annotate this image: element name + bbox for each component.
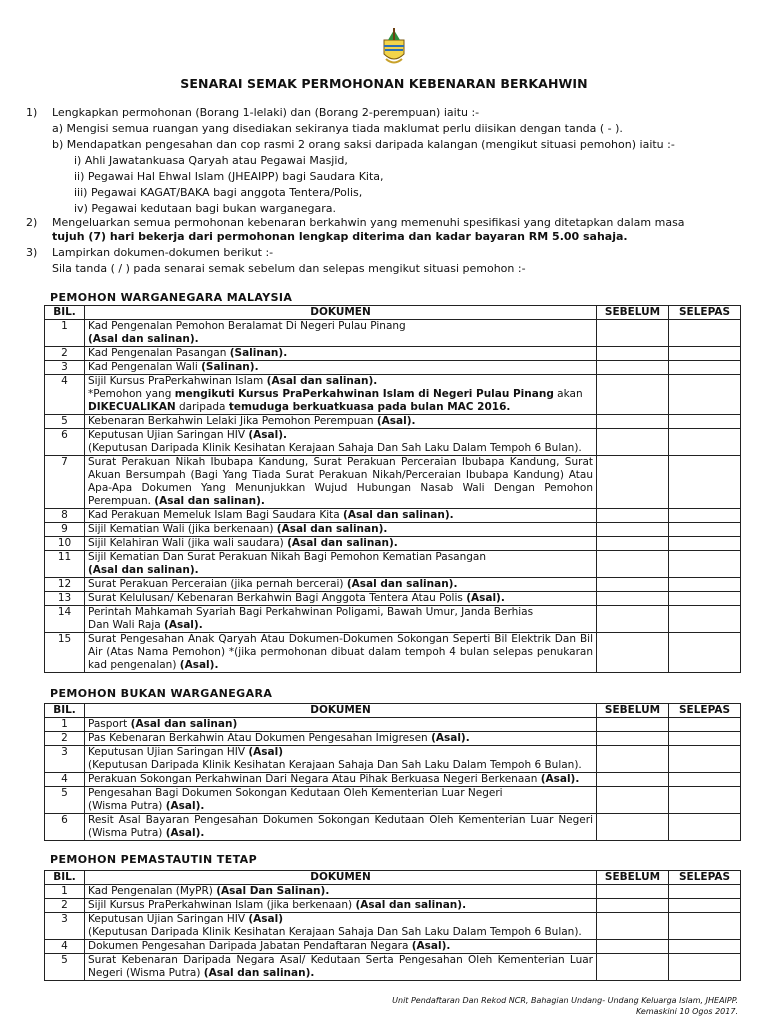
- page-title: SENARAI SEMAK PERMOHONAN KEBENARAN BERKAHWIN: [180, 76, 588, 91]
- row-number: 1: [45, 320, 85, 347]
- selepas-checkbox-cell[interactable]: [669, 537, 741, 551]
- document-text-bold: (Asal Dan Salinan).: [216, 885, 330, 897]
- document-text: Perintah Mahkamah Syariah Bagi Perkahwinan Poligami, Bawah Umur, Janda Berhias: [88, 606, 534, 618]
- document-text: Surat Kebenaran Daripada Negara Asal/ Kedutaan Serta Pengesahan Oleh Kementerian Luar Negeri (Wisma Putra): [88, 954, 593, 979]
- document-text: Pas Kebenaran Berkahwin Atau Dokumen Pengesahan Imigresen: [88, 732, 432, 744]
- row-number: 2: [45, 732, 85, 746]
- document-description: [85, 913, 597, 940]
- document-text: Perakuan Sokongan Perkahwinan Dari Negara Atau Pihak Berkuasa Negeri Berkenaan: [88, 773, 541, 785]
- document-text: Pasport: [88, 718, 131, 730]
- document-text: Kad Pengenalan Pemohon Beralamat Di Negeri Pulau Pinang: [88, 320, 406, 332]
- document-text-bold: (Asal dan salinan).: [276, 523, 388, 535]
- header-dokumen: DOKUMEN: [85, 871, 597, 885]
- row-number: 3: [45, 361, 85, 375]
- document-text-bold: (Asal).: [165, 827, 205, 839]
- sebelum-checkbox-cell[interactable]: [597, 347, 669, 361]
- sebelum-checkbox-cell[interactable]: [597, 913, 669, 940]
- document-text-bold: (Asal).: [540, 773, 580, 785]
- header-dokumen: DOKUMEN: [85, 704, 597, 718]
- table-row: [45, 633, 741, 673]
- table-row: [45, 361, 741, 375]
- selepas-checkbox-cell[interactable]: [669, 456, 741, 509]
- document-description: [85, 523, 597, 537]
- document-description: [85, 375, 597, 415]
- row-number: 1: [45, 718, 85, 732]
- document-text-bold: (Asal).: [164, 619, 203, 631]
- sebelum-checkbox-cell[interactable]: [597, 954, 669, 981]
- sebelum-checkbox-cell[interactable]: [597, 899, 669, 913]
- row-number: 15: [45, 633, 85, 673]
- table-header-row: [45, 704, 741, 718]
- table-row: [45, 787, 741, 814]
- row-number: 3: [45, 913, 85, 940]
- row-number: 12: [45, 578, 85, 592]
- document-text-bold: (Asal dan salinan).: [343, 509, 454, 521]
- document-description: [85, 551, 597, 578]
- document-text: Dan Wali Raja: [88, 619, 165, 631]
- checklist-table-pemastautin-tetap: [44, 870, 741, 981]
- instruction-1b-i: i) Ahli Jawatankuasa Qaryah atau Pegawai Masjid,: [74, 154, 348, 167]
- sebelum-checkbox-cell[interactable]: [597, 375, 669, 415]
- document-text: (Keputusan Daripada Klinik Kesihatan Kerajaan Sahaja Dan Sah Laku Dalam Tempoh 6 Bulan).: [88, 759, 582, 771]
- sebelum-checkbox-cell[interactable]: [597, 361, 669, 375]
- row-number: 5: [45, 415, 85, 429]
- document-description: [85, 787, 597, 814]
- table-row: [45, 578, 741, 592]
- document-text: Sijil Kursus PraPerkahwinan Islam (jika berkenaan): [88, 899, 356, 911]
- document-text-bold: (Asal dan salinan).: [88, 333, 199, 345]
- document-text: Surat Perakuan Perceraian (jika pernah bercerai): [88, 578, 347, 590]
- selepas-checkbox-cell[interactable]: [669, 606, 741, 633]
- sebelum-checkbox-cell[interactable]: [597, 456, 669, 509]
- sebelum-checkbox-cell[interactable]: [597, 578, 669, 592]
- document-text: Kad Perakuan Memeluk Islam Bagi Saudara Kita: [88, 509, 344, 521]
- header-sebelum: SEBELUM: [597, 704, 669, 718]
- document-text-bold: (Asal dan salinan).: [287, 537, 398, 549]
- selepas-checkbox-cell[interactable]: [669, 551, 741, 578]
- table-row: [45, 523, 741, 537]
- instruction-3-number: 3): [26, 246, 38, 259]
- document-description: [85, 940, 597, 954]
- row-number: 8: [45, 509, 85, 523]
- selepas-checkbox-cell[interactable]: [669, 899, 741, 913]
- table-row: [45, 718, 741, 732]
- row-number: 7: [45, 456, 85, 509]
- instruction-3-text: Lampirkan dokumen-dokumen berikut :-: [52, 246, 274, 259]
- instruction-2-number: 2): [26, 216, 38, 229]
- document-text: (Keputusan Daripada Klinik Kesihatan Kerajaan Sahaja Dan Sah Laku Dalam Tempoh 6 Bulan).: [88, 442, 582, 454]
- document-text-bold: (Asal dan salinan).: [266, 375, 378, 387]
- document-text-bold: (Asal dan salinan).: [88, 564, 199, 576]
- sebelum-checkbox-cell[interactable]: [597, 523, 669, 537]
- state-crest-logo: [380, 26, 408, 66]
- section-title-pemastautin-tetap: PEMOHON PEMASTAUTIN TETAP: [50, 853, 258, 866]
- document-description: [85, 885, 597, 899]
- document-text-bold: (Asal).: [431, 732, 470, 744]
- document-text: Surat Kelulusan/ Kebenaran Berkahwin Bagi Anggota Tentera Atau Polis: [88, 592, 467, 604]
- table-row: [45, 415, 741, 429]
- row-number: 6: [45, 429, 85, 456]
- sebelum-checkbox-cell[interactable]: [597, 732, 669, 746]
- document-text: Kad Pengenalan Wali: [88, 361, 202, 373]
- instruction-1-text: Lengkapkan permohonan (Borang 1-lelaki) dan (Borang 2-perempuan) iaitu :-: [52, 106, 480, 119]
- selepas-checkbox-cell[interactable]: [669, 320, 741, 347]
- document-description: [85, 429, 597, 456]
- table-row: [45, 954, 741, 981]
- selepas-checkbox-cell[interactable]: [669, 773, 741, 787]
- instruction-2-text: Mengeluarkan semua permohonan kebenaran berkahwin yang memenuhi spesifikasi yang ditetapkan dalam masa: [52, 216, 685, 229]
- sebelum-checkbox-cell[interactable]: [597, 320, 669, 347]
- row-number: 2: [45, 899, 85, 913]
- sebelum-checkbox-cell[interactable]: [597, 718, 669, 732]
- sebelum-checkbox-cell[interactable]: [597, 537, 669, 551]
- instruction-1-number: 1): [26, 106, 38, 119]
- document-text-bold: (Asal dan salinan): [130, 718, 238, 730]
- document-text: Sijil Kelahiran Wali (jika wali saudara): [88, 537, 288, 549]
- document-text: Surat Pengesahan Anak Qaryah Atau Dokumen-Dokumen Sokongan Seperti Bil Elektrik Dan Bil Air (Atas Nama Pemohon) *(jika permohonan dibuat dalam tempoh 4 bulan selepas penukaran kad pengenalan): [88, 633, 593, 671]
- instruction-1a: a) Mengisi semua ruangan yang disediakan sekiranya tiada maklumat perlu diisikan dengan tanda ( - ).: [52, 122, 623, 135]
- document-text: Sijil Kursus PraPerkahwinan Islam: [88, 375, 267, 387]
- document-description: [85, 456, 597, 509]
- document-text: Keputusan Ujian Saringan HIV: [88, 746, 249, 758]
- row-number: 10: [45, 537, 85, 551]
- table-row: [45, 551, 741, 578]
- header-sebelum: SEBELUM: [597, 306, 669, 320]
- document-text-bold: (Asal).: [165, 800, 205, 812]
- document-description: [85, 746, 597, 773]
- instruction-1b-iv: iv) Pegawai kedutaan bagi bukan warganegara.: [74, 202, 336, 215]
- selepas-checkbox-cell[interactable]: [669, 633, 741, 673]
- row-number: 6: [45, 814, 85, 841]
- document-text-bold: (Salinan).: [201, 361, 259, 373]
- instruction-1b: b) Mendapatkan pengesahan dan cop rasmi 2 orang saksi daripada kalangan (mengikut situasi pemohon) iaitu :-: [52, 138, 675, 151]
- document-description: [85, 320, 597, 347]
- checklist-table-bukan-warganegara: [44, 703, 741, 841]
- selepas-checkbox-cell[interactable]: [669, 361, 741, 375]
- table-row: [45, 814, 741, 841]
- footer-updated-date: Kemaskini 10 Ogos 2017.: [635, 1007, 738, 1016]
- document-description: [85, 347, 597, 361]
- document-description: [85, 773, 597, 787]
- row-number: 5: [45, 954, 85, 981]
- document-text: daripada: [175, 401, 229, 413]
- selepas-checkbox-cell[interactable]: [669, 913, 741, 940]
- selepas-checkbox-cell[interactable]: [669, 787, 741, 814]
- table-row: [45, 429, 741, 456]
- sebelum-checkbox-cell[interactable]: [597, 551, 669, 578]
- row-number: 14: [45, 606, 85, 633]
- footer-unit: Unit Pendaftaran Dan Rekod NCR, Bahagian Undang- Undang Keluarga Islam, JHEAIPP.: [392, 996, 738, 1005]
- table-row: [45, 606, 741, 633]
- selepas-checkbox-cell[interactable]: [669, 954, 741, 981]
- instruction-2-bold: tujuh (7) hari bekerja dari permohonan lengkap diterima dan kadar bayaran RM 5.00 sahaja.: [52, 230, 628, 243]
- header-bil: BIL.: [45, 704, 85, 718]
- table-row: [45, 375, 741, 415]
- document-text: Kad Pengenalan Pasangan: [88, 347, 230, 359]
- header-selepas: SELEPAS: [669, 871, 741, 885]
- document-text-bold: (Asal dan salinan).: [346, 578, 458, 590]
- selepas-checkbox-cell[interactable]: [669, 509, 741, 523]
- document-description: [85, 899, 597, 913]
- document-text-bold: (Asal).: [466, 592, 505, 604]
- sebelum-checkbox-cell[interactable]: [597, 787, 669, 814]
- sebelum-checkbox-cell[interactable]: [597, 606, 669, 633]
- document-description: [85, 954, 597, 981]
- document-text-bold: temuduga berkuatkuasa pada bulan MAC 2016.: [228, 401, 511, 413]
- document-text-bold: (Asal dan salinan).: [154, 495, 265, 507]
- document-text: *Pemohon yang: [88, 388, 175, 400]
- selepas-checkbox-cell[interactable]: [669, 718, 741, 732]
- sebelum-checkbox-cell[interactable]: [597, 633, 669, 673]
- table-row: [45, 537, 741, 551]
- selepas-checkbox-cell[interactable]: [669, 429, 741, 456]
- table-row: [45, 509, 741, 523]
- header-selepas: SELEPAS: [669, 704, 741, 718]
- selepas-checkbox-cell[interactable]: [669, 885, 741, 899]
- selepas-checkbox-cell[interactable]: [669, 592, 741, 606]
- document-text-bold: (Asal): [248, 746, 284, 758]
- selepas-checkbox-cell[interactable]: [669, 940, 741, 954]
- table-header-row: [45, 306, 741, 320]
- sebelum-checkbox-cell[interactable]: [597, 814, 669, 841]
- table-row: [45, 456, 741, 509]
- selepas-checkbox-cell[interactable]: [669, 746, 741, 773]
- header-dokumen: DOKUMEN: [85, 306, 597, 320]
- document-text: Dokumen Pengesahan Daripada Jabatan Pendaftaran Negara: [88, 940, 412, 952]
- document-text: Kebenaran Berkahwin Lelaki Jika Pemohon Perempuan: [88, 415, 377, 427]
- selepas-checkbox-cell[interactable]: [669, 347, 741, 361]
- selepas-checkbox-cell[interactable]: [669, 814, 741, 841]
- instruction-1b-ii: ii) Pegawai Hal Ehwal Islam (JHEAIPP) bagi Saudara Kita,: [74, 170, 384, 183]
- document-description: [85, 578, 597, 592]
- document-text: (Keputusan Daripada Klinik Kesihatan Kerajaan Sahaja Dan Sah Laku Dalam Tempoh 6 Bulan).: [88, 926, 582, 938]
- document-text: Resit Asal Bayaran Pengesahan Dokumen Sokongan Kedutaan Oleh Kementerian Luar Negeri (Wisma Putra): [88, 814, 593, 839]
- header-bil: BIL.: [45, 306, 85, 320]
- document-text-bold: (Asal dan salinan).: [203, 967, 315, 979]
- document-text: Sijil Kematian Wali (jika berkenaan): [88, 523, 277, 535]
- row-number: 4: [45, 940, 85, 954]
- row-number: 1: [45, 885, 85, 899]
- document-description: [85, 606, 597, 633]
- instruction-1b-iii: iii) Pegawai KAGAT/BAKA bagi anggota Tentera/Polis,: [74, 186, 363, 199]
- sebelum-checkbox-cell[interactable]: [597, 746, 669, 773]
- document-text-bold: mengikuti Kursus PraPerkahwinan Islam di Negeri Pulau Pinang: [174, 388, 554, 400]
- selepas-checkbox-cell[interactable]: [669, 415, 741, 429]
- document-text-bold: (Asal): [248, 913, 284, 925]
- table-header-row: [45, 871, 741, 885]
- table-row: [45, 347, 741, 361]
- sebelum-checkbox-cell[interactable]: [597, 429, 669, 456]
- table-row: [45, 899, 741, 913]
- table-row: [45, 773, 741, 787]
- table-row: [45, 320, 741, 347]
- sebelum-checkbox-cell[interactable]: [597, 940, 669, 954]
- document-description: [85, 718, 597, 732]
- document-description: [85, 537, 597, 551]
- selepas-checkbox-cell[interactable]: [669, 523, 741, 537]
- table-row: [45, 940, 741, 954]
- row-number: 11: [45, 551, 85, 578]
- header-bil: BIL.: [45, 871, 85, 885]
- row-number: 9: [45, 523, 85, 537]
- document-text-bold: (Salinan).: [229, 347, 288, 359]
- sebelum-checkbox-cell[interactable]: [597, 773, 669, 787]
- document-text: Sijil Kematian Dan Surat Perakuan Nikah Bagi Pemohon Kematian Pasangan: [88, 551, 487, 563]
- header-selepas: SELEPAS: [669, 306, 741, 320]
- document-text: Keputusan Ujian Saringan HIV: [88, 429, 249, 441]
- row-number: 13: [45, 592, 85, 606]
- document-text-bold: (Asal).: [248, 429, 288, 441]
- document-text: Pengesahan Bagi Dokumen Sokongan Kedutaan Oleh Kementerian Luar Negeri: [88, 787, 503, 799]
- checklist-table-warganegara: [44, 305, 741, 673]
- document-text: akan: [553, 388, 583, 400]
- section-title-warganegara: PEMOHON WARGANEGARA MALAYSIA: [50, 291, 293, 304]
- selepas-checkbox-cell[interactable]: [669, 578, 741, 592]
- document-text: Kad Pengenalan (MyPR): [88, 885, 217, 897]
- document-description: [85, 361, 597, 375]
- table-row: [45, 592, 741, 606]
- document-text-bold: (Asal).: [179, 659, 219, 671]
- document-description: [85, 633, 597, 673]
- table-row: [45, 885, 741, 899]
- table-row: [45, 913, 741, 940]
- document-text: (Wisma Putra): [88, 800, 166, 812]
- row-number: 3: [45, 746, 85, 773]
- row-number: 4: [45, 375, 85, 415]
- table-row: [45, 732, 741, 746]
- table-row: [45, 746, 741, 773]
- document-text-bold: (Asal dan salinan).: [355, 899, 467, 911]
- selepas-checkbox-cell[interactable]: [669, 732, 741, 746]
- sebelum-checkbox-cell[interactable]: [597, 415, 669, 429]
- document-text: Surat Perakuan Nikah Ibubapa Kandung, Surat Perakuan Perceraian Ibubapa Kandung, Surat Akuan Bersumpah (Bagi Yang Tiada Surat Perakuan Nikah/Perceraian Ibubapa Kandung) Atau Apa-Apa Dokumen Yang Menunjukkan Wujud Hubungan Nasab Wali Dengan Pemohon Perempuan.: [88, 456, 593, 507]
- document-text-bold: (Asal).: [411, 940, 451, 952]
- sebelum-checkbox-cell[interactable]: [597, 885, 669, 899]
- row-number: 5: [45, 787, 85, 814]
- document-description: [85, 814, 597, 841]
- sebelum-checkbox-cell[interactable]: [597, 592, 669, 606]
- row-number: 4: [45, 773, 85, 787]
- document-text-bold: DIKECUALIKAN: [88, 401, 176, 413]
- document-description: [85, 509, 597, 523]
- row-number: 2: [45, 347, 85, 361]
- document-text: Keputusan Ujian Saringan HIV: [88, 913, 249, 925]
- section-title-bukan-warganegara: PEMOHON BUKAN WARGANEGARA: [50, 687, 273, 700]
- sebelum-checkbox-cell[interactable]: [597, 509, 669, 523]
- instruction-3-sub: Sila tanda ( / ) pada senarai semak sebelum dan selepas mengikut situasi pemohon :-: [52, 262, 526, 275]
- document-description: [85, 732, 597, 746]
- selepas-checkbox-cell[interactable]: [669, 375, 741, 415]
- document-description: [85, 415, 597, 429]
- header-sebelum: SEBELUM: [597, 871, 669, 885]
- document-text-bold: (Asal).: [376, 415, 416, 427]
- document-description: [85, 592, 597, 606]
